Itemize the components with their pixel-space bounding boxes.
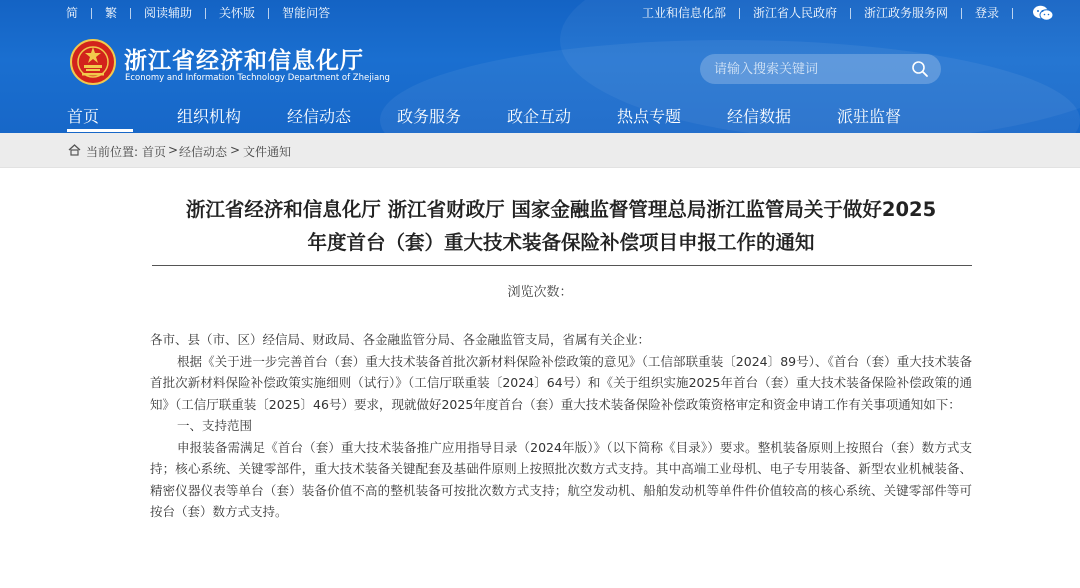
traditional-chinese-link[interactable]: 繁: [105, 6, 118, 20]
article-body: [150, 329, 972, 523]
search-box: [700, 54, 941, 84]
main-nav: [0, 98, 1080, 133]
nav-item-data[interactable]: 经信数据: [727, 107, 792, 126]
breadcrumb: [0, 133, 1080, 168]
article-paragraph: 根据《关于进一步完善首台（套）重大技术装备首批次新材料保险补偿政策的意见》（工信部联重装〔2024〕89号）、《首台（套）重大技术装备首批次新材料保险补偿政策实施细则（试行）》（工信厅联重装〔2024〕64号）和《关于组织实施2025年首台（套）重大技术装备保险补偿政策的通知》（工信厅联重装〔2025〕46号）要求，现就做好2025年度首台（套）重大技术装备保险补偿政策资格审定和资金申请工作有关事项通知如下：: [150, 353, 972, 412]
home-icon: [68, 144, 81, 156]
breadcrumb-label: 当前位置:: [86, 145, 139, 159]
breadcrumb-notices[interactable]: 文件通知: [243, 145, 292, 159]
article-title: [150, 193, 972, 259]
article-salutation: 各市、县（市、区）经信局、财政局、各金融监管分局、各金融监管支局，省属有关企业：: [150, 332, 651, 347]
divider: [1012, 8, 1013, 19]
divider: [130, 8, 131, 19]
nav-item-home[interactable]: 首页: [67, 107, 100, 126]
login-link[interactable]: 登录: [974, 6, 999, 20]
article-title-line: 年度首台（套）重大技术装备保险补偿项目申报工作的通知: [307, 231, 815, 254]
zhejiang-government-link[interactable]: 浙江省人民政府: [752, 6, 837, 20]
nav-item-organization[interactable]: 组织机构: [177, 107, 242, 126]
site-title[interactable]: 浙江省经济和信息化厅: [124, 48, 364, 74]
divider: [205, 8, 206, 19]
zhejiang-services-link[interactable]: 浙江政务服务网: [863, 6, 948, 20]
nav-active-indicator: [67, 129, 133, 132]
nav-item-news[interactable]: 经信动态: [287, 107, 352, 126]
national-emblem-icon[interactable]: [70, 39, 116, 85]
reading-assist-link[interactable]: 阅读辅助: [144, 6, 193, 20]
divider: [268, 8, 269, 19]
top-utility-bar: [0, 0, 1080, 26]
breadcrumb-separator: >: [230, 143, 241, 157]
top-links-right: [642, 5, 1054, 21]
view-count: 浏览次数：: [507, 285, 573, 300]
wechat-icon[interactable]: [1032, 5, 1054, 21]
nav-item-interaction[interactable]: 政企互动: [507, 107, 572, 126]
care-mode-link[interactable]: 关怀版: [219, 6, 256, 20]
search-input[interactable]: [714, 55, 914, 83]
title-divider: [152, 265, 972, 266]
search-icon[interactable]: [911, 60, 929, 78]
nav-item-supervision[interactable]: 派驻监督: [837, 107, 902, 126]
section-heading: 一、支持范围: [177, 418, 253, 433]
divider: [961, 8, 962, 19]
top-links-left: [66, 5, 330, 21]
divider: [91, 8, 92, 19]
article-title-line: 浙江省经济和信息化厅 浙江省财政厅 国家金融监督管理总局浙江监管局关于做好2025: [185, 198, 937, 221]
smart-qa-link[interactable]: 智能问答: [282, 6, 331, 20]
divider: [739, 8, 740, 19]
breadcrumb-news[interactable]: 经信动态: [179, 145, 228, 159]
divider: [850, 8, 851, 19]
nav-item-services[interactable]: 政务服务: [397, 107, 462, 126]
site-subtitle: Economy and Information Technology Department of Zhejiang: [125, 73, 390, 83]
breadcrumb-separator: >: [168, 143, 179, 157]
nav-item-topics[interactable]: 热点专题: [617, 107, 682, 126]
article-paragraph: 申报装备需满足《首台（套）重大技术装备推广应用指导目录（2024年版）》（以下简称《目录》）要求。整机装备原则上按照台（套）数方式支持；核心系统、关键零部件，重大技术装备关键配套及基础件原则上按照批次数方式支持。其中高端工业母机、电子专用装备、新型农业机械装备、精密仪器仪表等单台（套）装备价值不高的整机装备可按批次数方式支持；航空发动机、船舶发动机等单件件价值较高的核心系统、关键零部件等可按台（套）数方式支持。: [150, 439, 972, 519]
site-header: [0, 0, 1080, 133]
miit-link[interactable]: 工业和信息化部: [641, 6, 726, 20]
breadcrumb-home[interactable]: 首页: [142, 145, 167, 159]
simplified-chinese-link[interactable]: 简: [66, 6, 79, 20]
